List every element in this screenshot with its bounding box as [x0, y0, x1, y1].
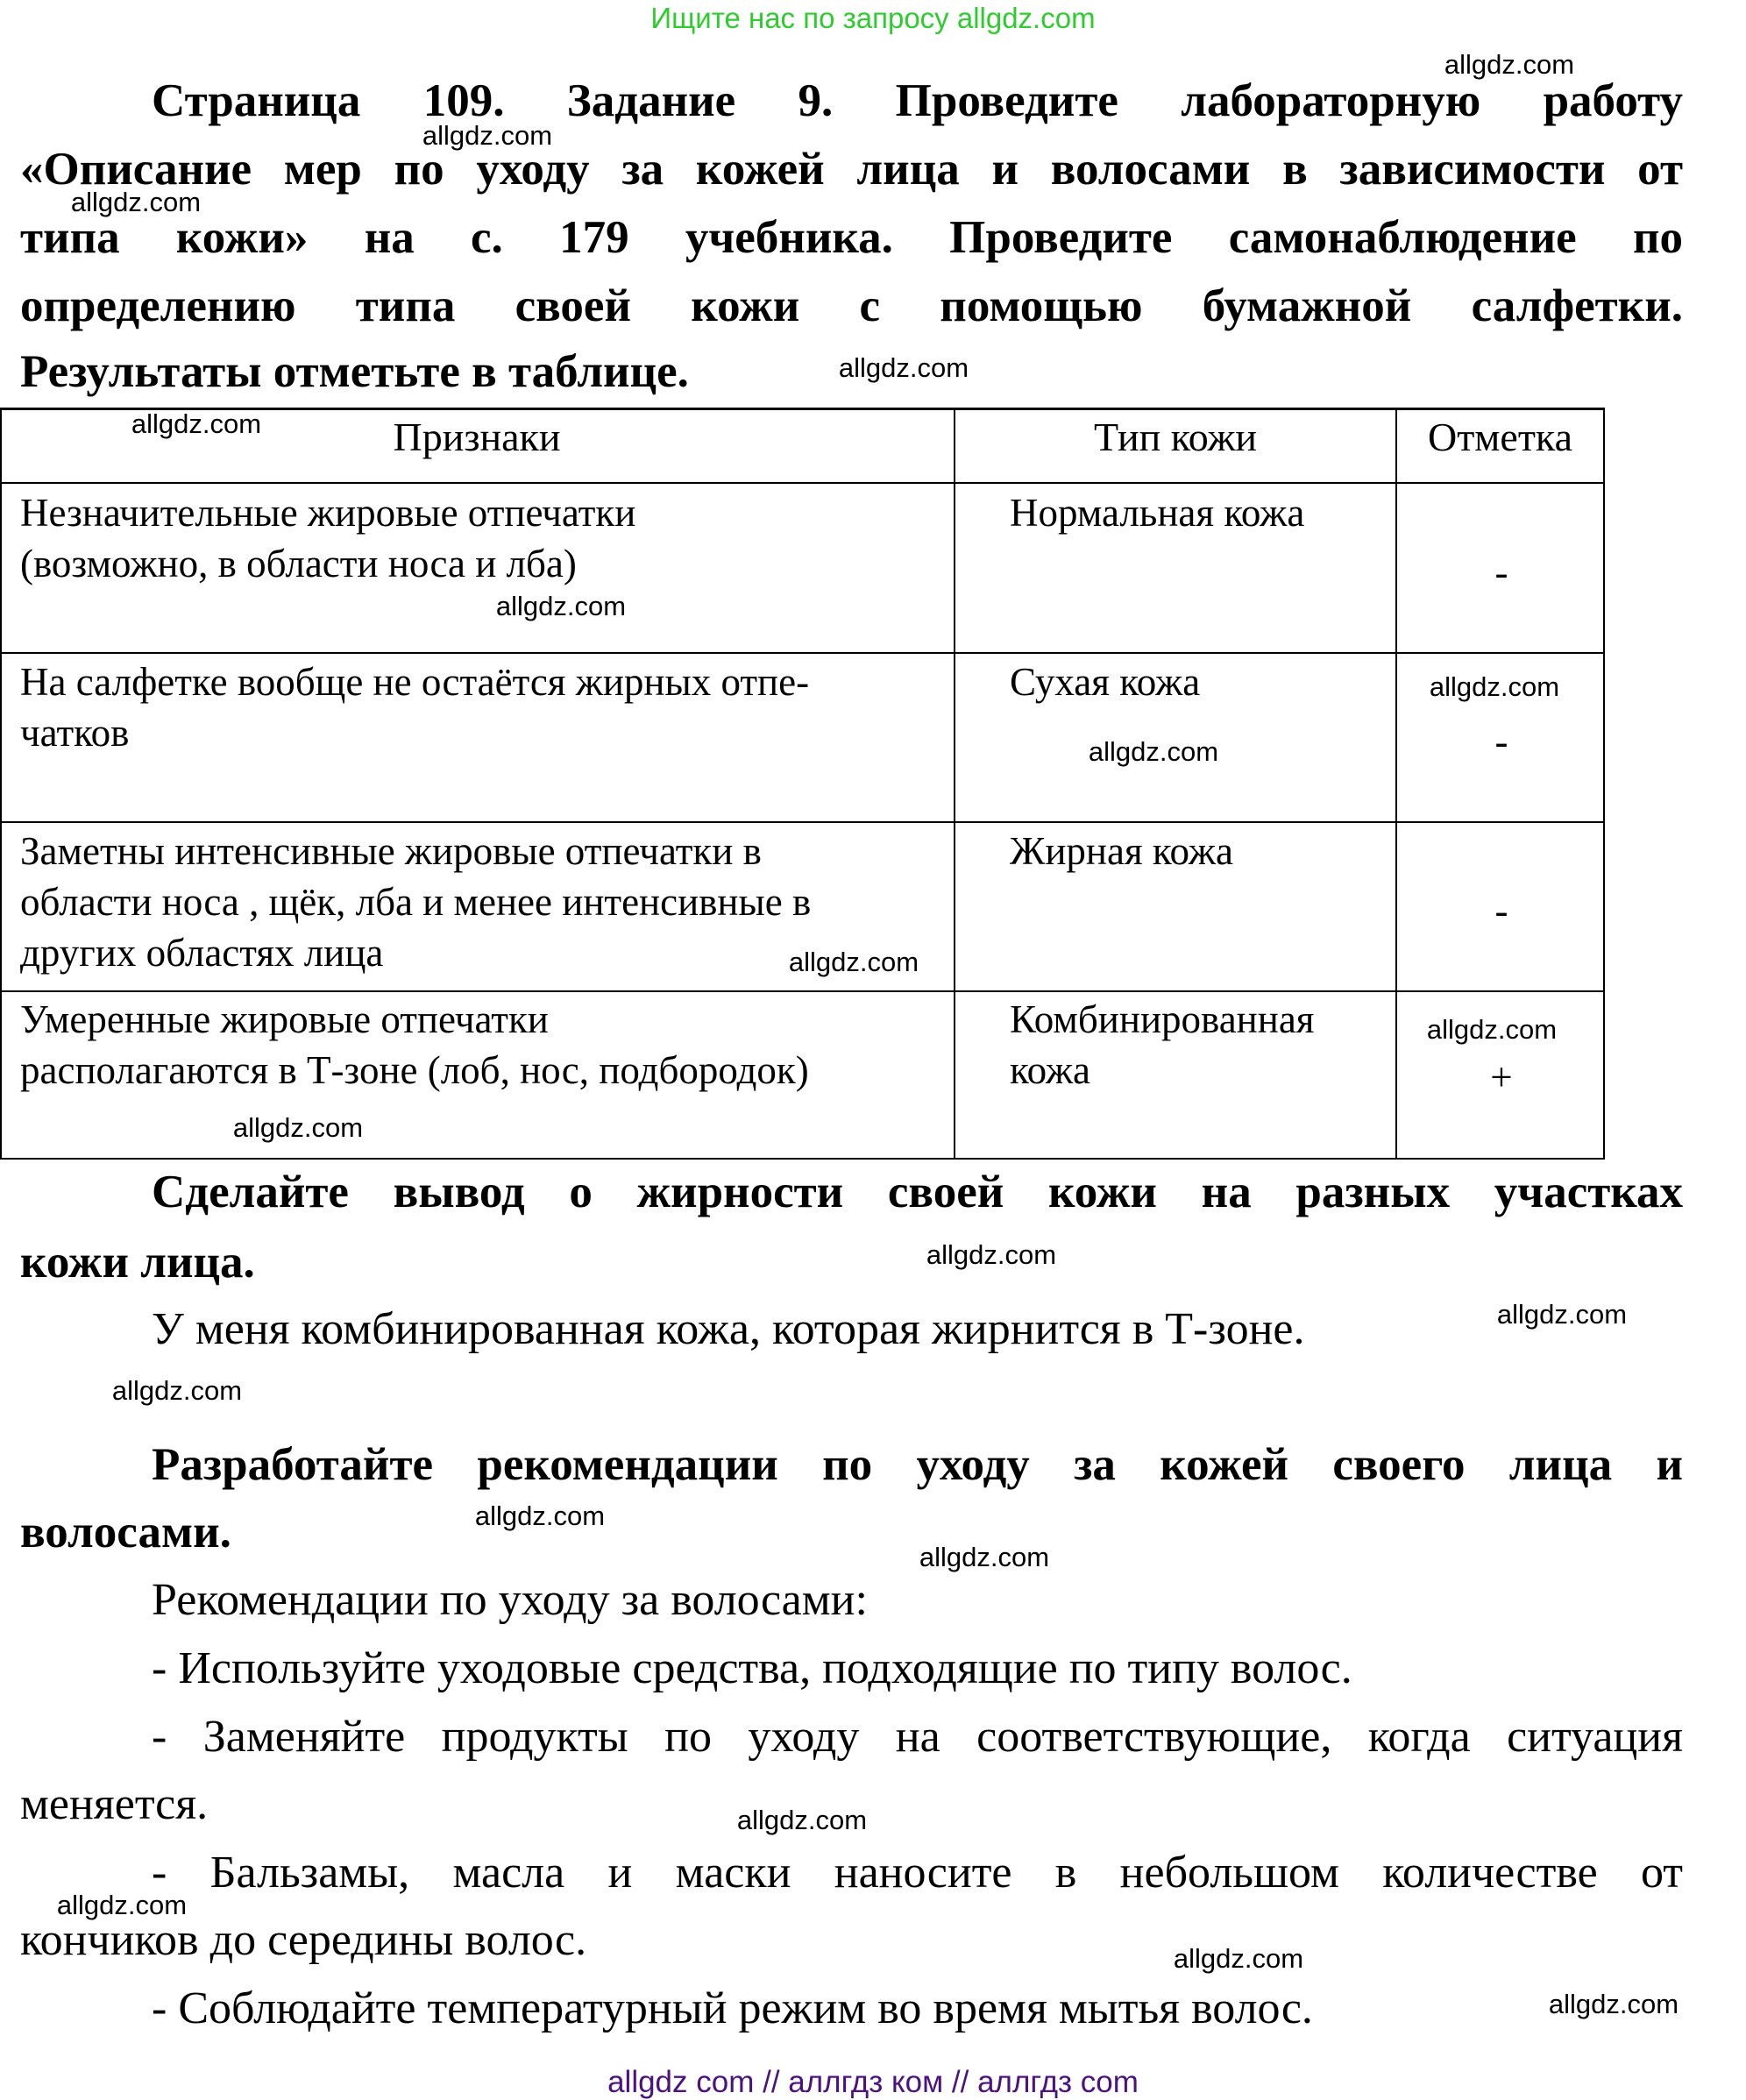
header-skin-type: Тип кожи [1094, 415, 1257, 459]
cell-line: кожа [1010, 1048, 1091, 1092]
watermark: allgdz.com [70, 187, 202, 217]
search-banner[interactable]: Ищите нас по запросу allgdz.com [650, 2, 1096, 34]
table-row-type [1010, 994, 1315, 1096]
watermark: allgdz.com [1429, 671, 1560, 702]
cell-line: других областях лица [20, 931, 384, 975]
watermark: allgdz.com [422, 120, 553, 151]
table-border [1395, 408, 1397, 1159]
table-row-mark: - [1494, 550, 1508, 594]
recommendation-line: меняется. [20, 1779, 209, 1829]
watermark: allgdz.com [1426, 1014, 1558, 1045]
task-heading-line: определению типа своей кожи с помощью бумажной салфетки. [20, 280, 1683, 331]
table-border [954, 408, 955, 1159]
task-heading-line: «Описание мер по уходу за кожей лица и волосами в зависимости от [20, 144, 1683, 195]
table-border [1603, 408, 1605, 1159]
recommendation-line: - Заменяйте продукты по уходу на соответствующие, когда ситуация [152, 1712, 1683, 1762]
footer-links[interactable]: allgdz com // аллгдз ком // аллгдз com [607, 2065, 1139, 2099]
recommendations-question: волосами. [20, 1507, 231, 1557]
watermark: allgdz.com [474, 1501, 606, 1531]
conclusion-question: кожи лица. [20, 1237, 255, 1288]
watermark: allgdz.com [56, 1890, 188, 1920]
header-signs: Признаки [393, 415, 561, 459]
recommendations-title: Рекомендации по уходу за волосами: [152, 1575, 868, 1625]
task-heading-line: Результаты отметьте в таблице. [20, 346, 689, 397]
watermark: allgdz.com [788, 947, 919, 977]
watermark: allgdz.com [1088, 736, 1219, 767]
cell-line: области носа , щёк, лба и менее интенсивные в [20, 880, 812, 924]
table-border [0, 652, 1605, 654]
table-border [0, 821, 1605, 823]
watermark: allgdz.com [131, 408, 262, 439]
table-row-type: Жирная кожа [1010, 829, 1233, 873]
watermark: allgdz.com [1548, 1989, 1679, 2019]
table-row-signs [20, 826, 811, 978]
cell-line: чатков [20, 711, 130, 755]
task-heading-line: типа кожи» на с. 179 учебника. Проведите самонаблюдение по [20, 212, 1683, 263]
cell-line: Заметны интенсивные жировые отпечатки в [20, 829, 762, 873]
recommendations-question: Разработайте рекомендации по уходу за кожей своего лица и [152, 1439, 1683, 1490]
table-row-signs [20, 487, 635, 589]
conclusion-answer: У меня комбинированная кожа, которая жирнится в Т-зоне. [152, 1304, 1305, 1354]
watermark: allgdz.com [232, 1112, 364, 1143]
watermark: allgdz.com [1496, 1299, 1628, 1330]
cell-line: Умеренные жировые отпечатки [20, 997, 549, 1041]
table-row-mark: - [1494, 720, 1508, 763]
cell-line: Незначительные жировые отпечатки [20, 491, 636, 535]
table-row-signs [20, 994, 809, 1096]
watermark: allgdz.com [838, 352, 969, 383]
table-row-mark: - [1494, 889, 1508, 933]
table-row-type: Сухая кожа [1010, 660, 1201, 704]
watermark: allgdz.com [1444, 49, 1575, 80]
cell-line: располагаются в Т-зоне (лоб, нос, подбородок) [20, 1048, 809, 1092]
table-border [0, 408, 2, 1159]
recommendation-line: - Соблюдайте температурный режим во время мытья волос. [152, 1983, 1313, 2033]
table-border [0, 1158, 1605, 1160]
header-mark: Отметка [1427, 415, 1573, 459]
recommendation-line: - Используйте уходовые средства, подходящие по типу волос. [152, 1643, 1352, 1693]
watermark: allgdz.com [919, 1542, 1050, 1572]
watermark: allgdz.com [736, 1805, 868, 1835]
conclusion-question: Сделайте вывод о жирности своей кожи на разных участках [152, 1167, 1683, 1217]
task-heading-line: Страница 109. Задание 9. Проведите лабораторную работу [152, 75, 1683, 126]
cell-line: (возможно, в области носа и лба) [20, 542, 577, 585]
recommendation-line: - Бальзамы, масла и маски наносите в небольшом количестве от [152, 1848, 1683, 1898]
cell-line: На салфетке вообще не остаётся жирных отпе- [20, 660, 810, 704]
table-border [0, 482, 1605, 484]
table-row-mark: + [1490, 1055, 1513, 1099]
table-row-signs [20, 656, 809, 758]
watermark: allgdz.com [495, 591, 627, 621]
watermark: allgdz.com [1173, 1943, 1304, 1974]
watermark: allgdz.com [926, 1239, 1057, 1270]
table-border [0, 990, 1605, 992]
cell-line: Комбинированная [1010, 997, 1315, 1041]
watermark: allgdz.com [111, 1375, 243, 1406]
table-row-type: Нормальная кожа [1010, 491, 1305, 535]
recommendation-line: кончиков до середины волос. [20, 1915, 587, 1965]
